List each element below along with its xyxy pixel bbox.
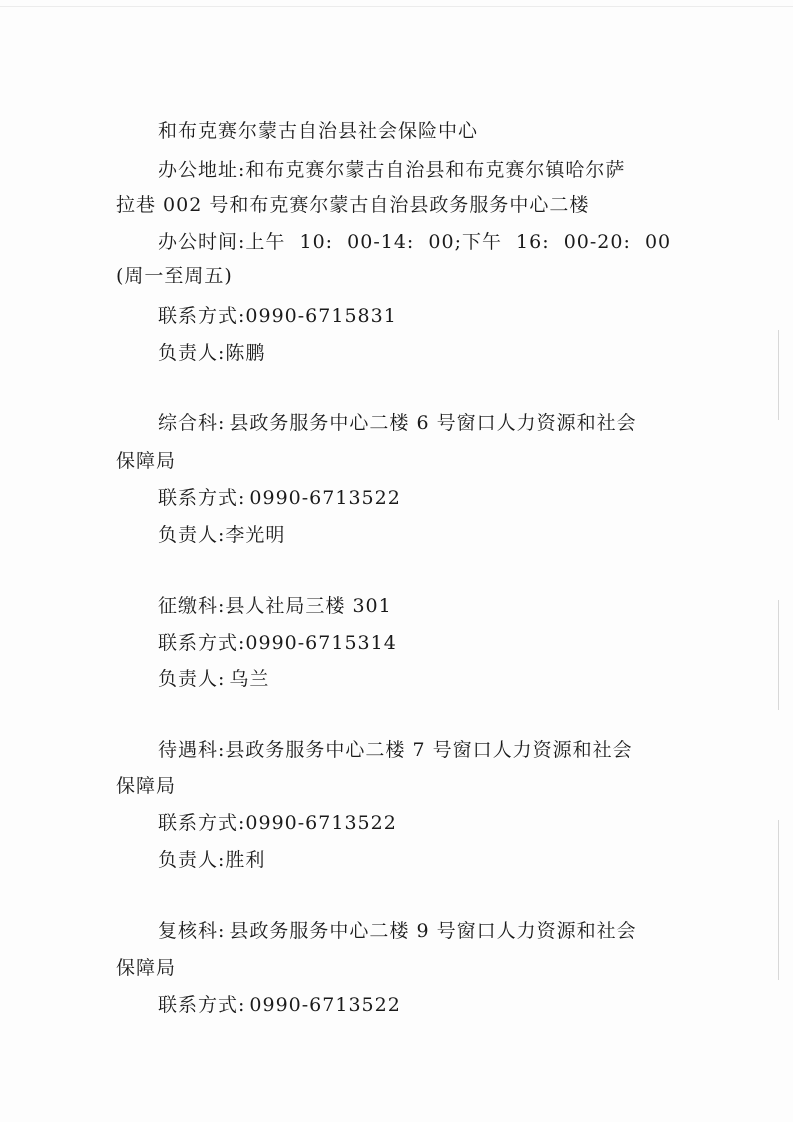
collection-section-title: 征缴科:	[158, 595, 226, 617]
center-hours-line	[158, 229, 671, 255]
contact-value: 0990-6713522	[249, 487, 401, 509]
address-label: 办公地址:	[158, 159, 246, 181]
hours-value: 上午 10: 00-14: 00;下午 16: 00-20: 00	[245, 231, 672, 253]
manager-value: 乌兰	[229, 668, 270, 690]
manager-value: 李光明	[225, 524, 286, 546]
collection-section-title-line	[158, 593, 392, 619]
benefits-section-title-line	[158, 737, 633, 763]
scan-right-edge-mark	[778, 330, 779, 420]
contact-value: 0990-6715314	[245, 632, 397, 654]
scan-right-edge-mark	[778, 820, 779, 980]
manager-label: 负责人:	[158, 342, 226, 364]
contact-label: 联系方式:	[158, 994, 246, 1016]
general-manager-line	[158, 522, 285, 548]
manager-label: 负责人:	[158, 524, 226, 546]
scan-top-edge	[0, 6, 793, 7]
manager-label: 负责人:	[158, 849, 226, 871]
general-section-title: 综合科:	[158, 412, 226, 434]
contact-value: 0990-6713522	[249, 994, 401, 1016]
benefits-location-line1: 县政务服务中心二楼 7 号窗口人力资源和社会	[225, 739, 633, 761]
center-name: 和布克赛尔蒙古自治县社会保险中心	[158, 120, 479, 142]
collection-contact-line	[158, 630, 397, 656]
contact-label: 联系方式:	[158, 812, 246, 834]
address-value-line2: 拉巷 002 号和布克赛尔蒙古自治县政务服务中心二楼	[116, 194, 590, 216]
contact-label: 联系方式:	[158, 305, 246, 327]
manager-label: 负责人:	[158, 668, 226, 690]
center-manager-line	[158, 340, 265, 366]
address-value-line1: 和布克赛尔蒙古自治县和布克赛尔镇哈尔萨	[245, 159, 626, 181]
hours-days: (周一至周五)	[116, 265, 233, 287]
center-address-line	[158, 157, 625, 183]
contact-value: 0990-6715831	[245, 305, 397, 327]
hours-label: 办公时间:	[158, 231, 246, 253]
center-contact-line	[158, 303, 397, 329]
benefits-manager-line	[158, 847, 265, 873]
scan-right-edge-mark	[778, 600, 779, 710]
contact-label: 联系方式:	[158, 487, 246, 509]
general-contact-line	[158, 485, 401, 511]
general-section-title-line	[158, 410, 637, 436]
review-contact-line	[158, 992, 401, 1018]
review-location-line2: 保障局	[116, 957, 177, 979]
contact-value: 0990-6713522	[245, 812, 397, 834]
manager-value: 陈鹏	[225, 342, 266, 364]
general-location-line2: 保障局	[116, 450, 177, 472]
benefits-contact-line	[158, 810, 397, 836]
general-location-line1: 县政务服务中心二楼 6 号窗口人力资源和社会	[229, 412, 637, 434]
review-section-title-line	[158, 918, 637, 944]
benefits-location-line2: 保障局	[116, 775, 177, 797]
collection-manager-line	[158, 666, 269, 692]
contact-label: 联系方式:	[158, 632, 246, 654]
review-section-title: 复核科:	[158, 920, 226, 942]
benefits-section-title: 待遇科:	[158, 739, 226, 761]
collection-location-line1: 县人社局三楼 301	[225, 595, 392, 617]
review-location-line1: 县政务服务中心二楼 9 号窗口人力资源和社会	[229, 920, 637, 942]
manager-value: 胜利	[225, 849, 266, 871]
